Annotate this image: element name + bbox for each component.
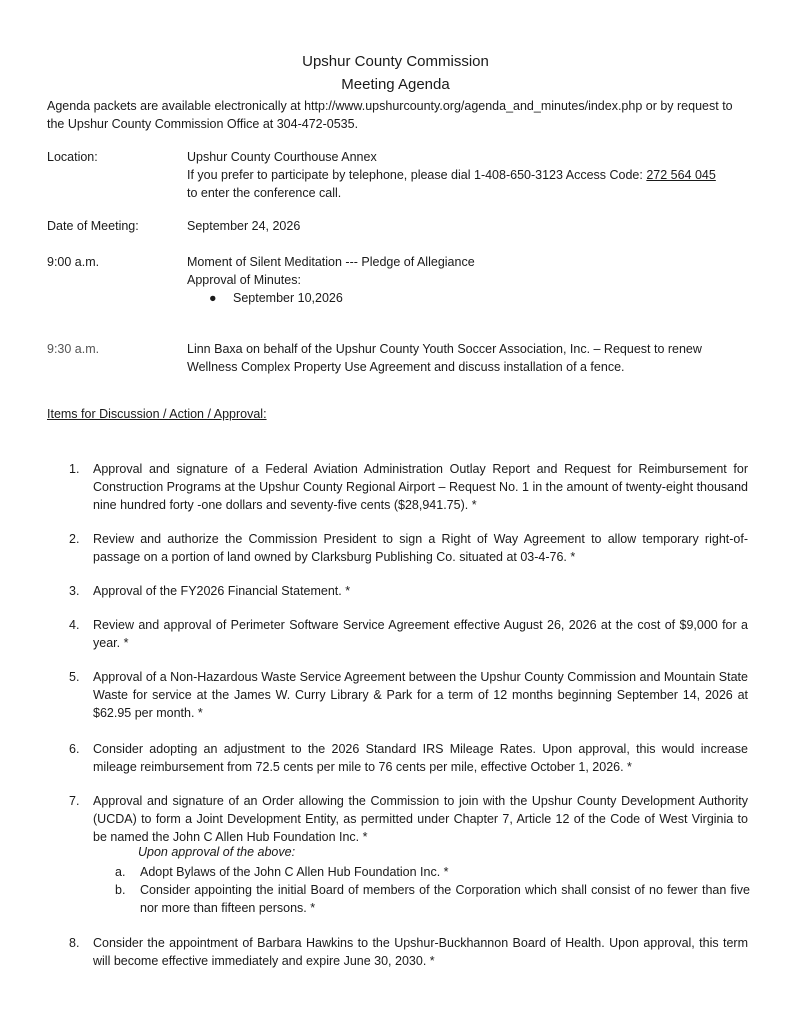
item-text: Review and authorize the Commission President to sign a Right of Way Agreement to allow temporary right-of-passage on a portion of land owned by Clarksburg Publishing Co. situated at 03-4-76. *: [93, 532, 748, 564]
phone-line: [187, 166, 747, 184]
access-code: 272 564 045: [646, 168, 716, 182]
schedule-line: Moment of Silent Meditation --- Pledge of Allegiance: [187, 255, 475, 269]
intro-paragraph: Agenda packets are available electronically at http://www.upshurcounty.org/agenda_and_minutes/index.php or by request to the Upshur County Commission Office at 304-472-0535.: [47, 99, 733, 131]
minutes-date: September 10,2026: [233, 291, 343, 305]
page-subtitle: Meeting Agenda: [341, 76, 450, 93]
location-value: Upshur County Courthouse Annex: [187, 150, 377, 164]
item-text: Review and approval of Perimeter Software Service Agreement effective August 26, 2026 at the cost of $9,000 for a year. *: [93, 618, 748, 650]
item-text: Approval of the FY2026 Financial Statement. *: [93, 584, 351, 598]
item-number: 6.: [69, 742, 80, 756]
schedule-entry-1: [187, 253, 747, 289]
subitem-text: Adopt Bylaws of the John C Allen Hub Foundation Inc. *: [140, 865, 449, 879]
schedule-time-2: 9:30 a.m.: [47, 342, 100, 356]
item-text: Approval and signature of a Federal Aviation Administration Outlay Report and Request for Reimbursement for Construction Programs at the Upshur County Regional Airport – Request No. 1 in the amount of twenty-eight thousand nine hundred forty -one dollars and seventy-five cents ($28,941.75). *: [93, 462, 748, 512]
item-number: 7.: [69, 794, 80, 808]
location-block: [187, 148, 747, 202]
item-number: 3.: [69, 584, 80, 598]
item-number: 2.: [69, 532, 80, 546]
date-label: Date of Meeting:: [47, 219, 139, 233]
item-text: Approval of a Non-Hazardous Waste Service Agreement between the Upshur County Commission and Mountain State Waste for service at the James W. Curry Library & Park for a term of 12 months beginning September 14, 2026 at $62.95 per month. *: [93, 670, 748, 720]
item-number: 8.: [69, 936, 80, 950]
schedule-time-1: 9:00 a.m.: [47, 255, 100, 269]
item-number: 1.: [69, 462, 80, 476]
date-value: September 24, 2026: [187, 219, 301, 233]
schedule-entry-2: Linn Baxa on behalf of the Upshur County Youth Soccer Association, Inc. – Request to renew Wellness Complex Property Use Agreement and discuss installation of a fence.: [187, 342, 702, 374]
item-text: Consider adopting an adjustment to the 2026 Standard IRS Mileage Rates. Upon approval, this would increase mileage reimbursement from 72.5 cents per mile to 76 cents per mile, effective October 1, 2026. *: [93, 742, 748, 774]
bullet-icon: ●: [209, 291, 217, 305]
subitem-text: Consider appointing the initial Board of members of the Corporation which shall consist of no fewer than five nor more than fifteen persons. *: [140, 883, 750, 915]
item7-note: Upon approval of the above:: [138, 845, 296, 859]
subitem-letter: a.: [115, 865, 126, 879]
discussion-heading: Items for Discussion / Action / Approval:: [47, 407, 267, 421]
location-label: Location:: [47, 150, 98, 164]
phone-instructions: If you prefer to participate by telephone, please dial 1-408-650-3123 Access Code:: [187, 168, 647, 182]
phone-suffix: to enter the conference call.: [187, 186, 342, 200]
item-number: 5.: [69, 670, 80, 684]
page-title: Upshur County Commission: [302, 53, 489, 70]
item-text: Consider the appointment of Barbara Hawkins to the Upshur-Buckhannon Board of Health. Upon approval, this term will become effective immediately and expire June 30, 2030. *: [93, 936, 748, 968]
item-text: Approval and signature of an Order allowing the Commission to join with the Upshur County Development Authority (UCDA) to form a Joint Development Entity, as permitted under Chapter 7, Article 12 of the Code of West Virginia to be named the John C Allen Hub Foundation Inc. *: [93, 794, 748, 844]
subitem-letter: b.: [115, 883, 126, 897]
item-number: 4.: [69, 618, 80, 632]
schedule-line: Approval of Minutes:: [187, 273, 301, 287]
